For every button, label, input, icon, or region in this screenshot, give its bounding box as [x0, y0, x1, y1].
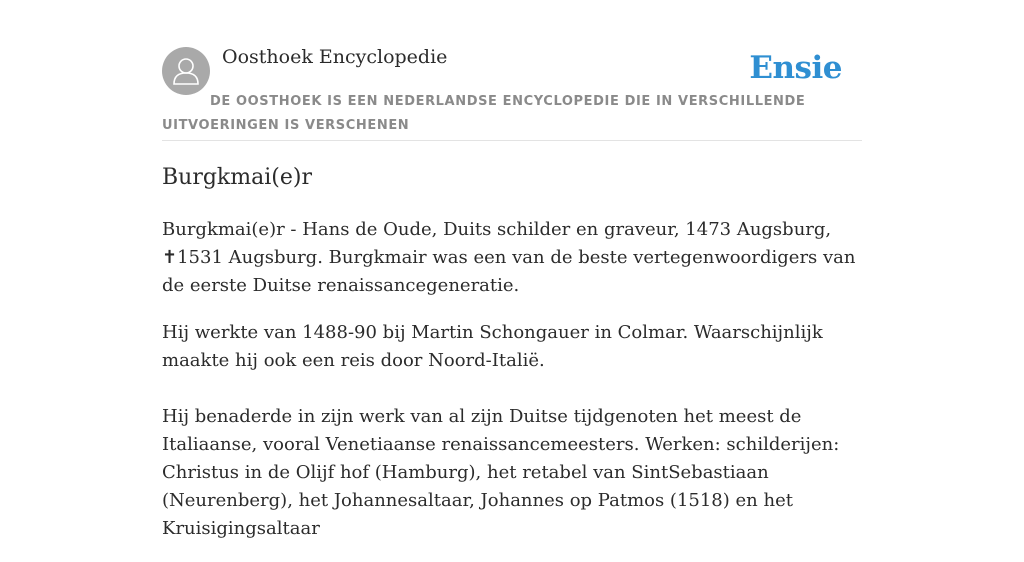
brand-logo[interactable]: Ensie	[749, 50, 842, 86]
user-avatar-icon[interactable]	[162, 47, 210, 95]
site-tagline: DE OOSTHOEK IS EEN NEDERLANDSE ENCYCLOPEDIE DIE IN VERSCHILLENDE UITVOERINGEN IS VERSCHENEN	[162, 94, 806, 133]
article-paragraph: Hij benaderde in zijn werk van al zijn Duitse tijdgenoten het meest de Italiaanse, vooral Venetiaanse renaissancemeesters. Werken: schilderijen: Christus in de Olijf hof (Hamburg), het retabel van SintSebastiaan (Neurenberg), het Johannesaltaar, Johannes op Patmos (1518) en het Kruisigingsaltaar	[162, 406, 840, 539]
article-title: Burgkmai(e)r	[162, 165, 312, 190]
article-paragraph: Hij werkte van 1488-90 bij Martin Schongauer in Colmar. Waarschijnlijk maakte hij ook een reis door Noord-Italië.	[162, 322, 823, 371]
article-paragraph: Burgkmai(e)r - Hans de Oude, Duits schilder en graveur, 1473 Augsburg, ✝1531 Augsburg. Burgkmair was een van de beste vertegenwoordigers van de eerste Duitse renaissancegeneratie.	[162, 219, 856, 296]
site-header	[162, 40, 862, 141]
site-name[interactable]: Oosthoek Encyclopedie	[222, 46, 448, 68]
article	[162, 160, 862, 562]
